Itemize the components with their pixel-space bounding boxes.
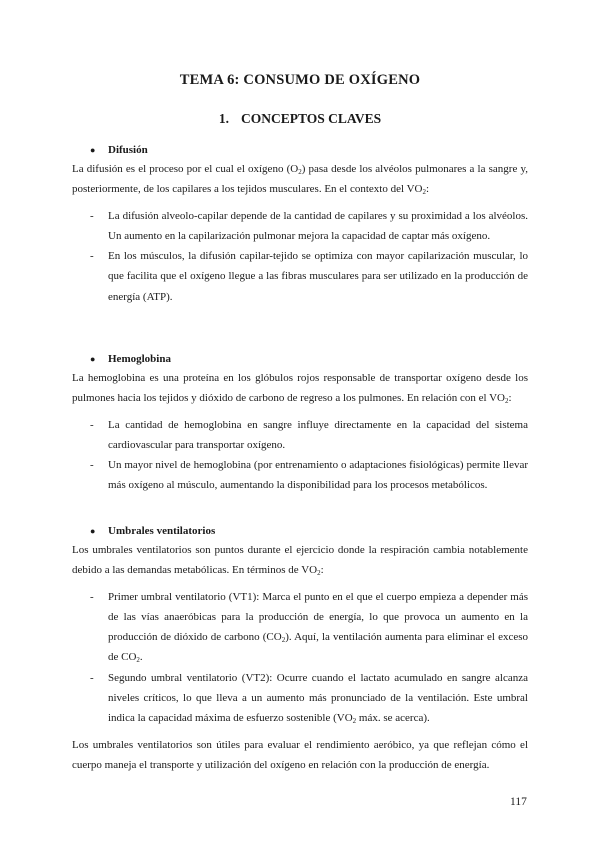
section-hemoglobina [72,350,528,496]
hemoglobina-heading-text: Hemoglobina [108,353,171,365]
dash-icon: - [90,671,94,684]
umbrales-list [72,587,528,729]
difusion-heading [72,141,528,159]
difusion-heading-text: Difusión [108,144,148,156]
list-item: - Segundo umbral ventilatorio (VT2): Ocurre cuando el lactato acumulado en sangre alcanza niveles críticos, lo que lleva a un aumento más pronunciado de la ventilación. Este umbral indica la capacidad máxima de esfuerzo sostenible ($VO_2$ máx. se acerca). [72,668,528,729]
section-number: 1. [218,111,229,126]
umbrales-heading-text: Umbrales ventilatorios [108,525,216,537]
bullet-icon: ● [90,354,96,364]
section-difusion [72,141,528,307]
section-heading [0,111,600,127]
page-number: 117 [510,796,527,808]
list-item: - En los músculos, la difusión capilar-tejido se optimiza con mayor capilarización muscular, lo que facilita que el oxígeno llegue a las fibras musculares para ser utilizado en la producción de energía (ATP). [72,246,528,307]
bullet-icon: ● [90,526,96,536]
bullet-icon: ● [90,145,96,155]
umbrales-heading [72,522,528,540]
hemoglobina-heading [72,350,528,368]
dash-icon: - [90,418,94,431]
section-umbrales [72,522,528,775]
difusion-list [72,206,528,307]
umbrales-intro: Los umbrales ventilatorios son puntos durante el ejercicio donde la respiración cambia notablemente debido a las demandas metabólicas. En términos de $VO_2$: [72,544,528,578]
list-item: - La cantidad de hemoglobina en sangre influye directamente en la capacidad del sistema cardiovascular para transportar oxígeno. [72,415,528,456]
dash-icon: - [90,250,94,263]
hemoglobina-list [72,415,528,496]
page-title: TEMA 6: CONSUMO DE OXÍGENO [179,72,421,88]
dash-icon: - [90,459,94,472]
dash-icon: - [90,209,94,222]
list-item: - Un mayor nivel de hemoglobina (por entrenamiento o adaptaciones fisiológicas) permite llevar más oxígeno al músculo, aumentando la disponibilidad para los procesos metabólicos. [72,455,528,496]
list-item: - La difusión alveolo-capilar depende de la cantidad de capilares y su proximidad a los alvéolos. Un aumento en la capilarización pulmonar mejora la capacidad de captar más oxígeno. [72,206,528,247]
hemoglobina-intro: La hemoglobina es una proteína en los glóbulos rojos responsable de transportar oxígeno desde los pulmones hacia los tejidos y dióxido de carbono de regreso a los pulmones. En relación con el $VO_2$: [72,372,528,406]
list-item: - Primer umbral ventilatorio (VT1): Marca el punto en el que el cuerpo empieza a depender más de las vías anaeróbicas para la producción de energía, lo que provoca un aumento en la producción de dióxido de carbono $(CO_2)$. Aquí, la ventilación aumenta para eliminar el exceso de $CO_2$. [72,587,528,668]
dash-icon: - [90,590,94,603]
section-label: CONCEPTOS CLAVES [240,111,382,126]
umbrales-closing: Los umbrales ventilatorios son útiles para evaluar el rendimiento aeróbico, ya que reflejan cómo el cuerpo maneja el transporte y utilización del oxígeno en relación con la producción de energía. [72,738,528,771]
difusion-intro: La difusión es el proceso por el cual el oxígeno $(O_2)$ pasa desde los alvéolos pulmonares a la sangre y, posteriormente, de los capilares a los tejidos musculares. En el contexto del $VO_2$: [72,163,528,197]
